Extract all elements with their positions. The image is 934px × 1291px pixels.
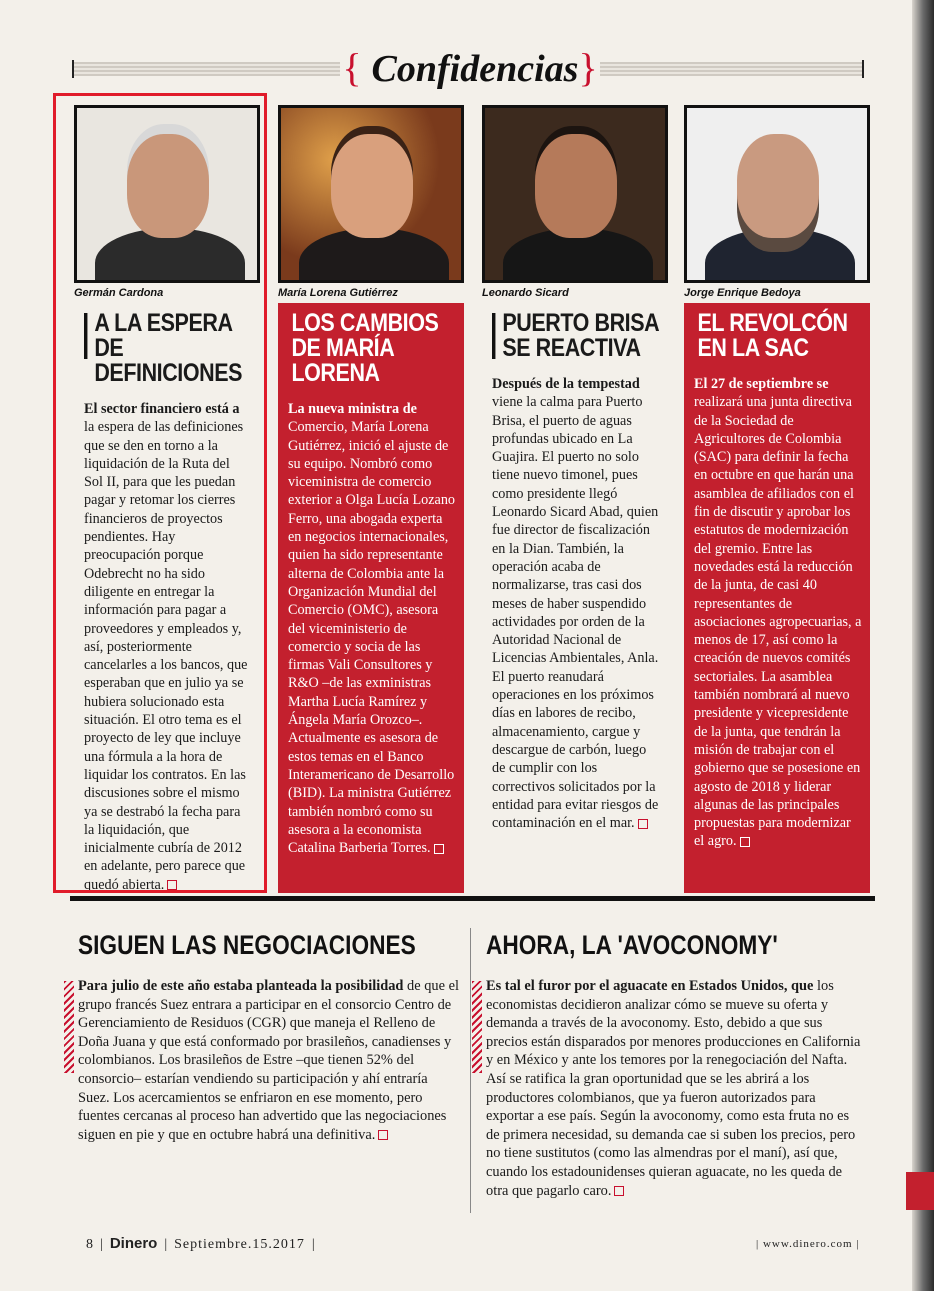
- portrait-caption: María Lorena Gutiérrez: [278, 287, 398, 299]
- bottom-article-body: [78, 977, 460, 1144]
- page-spine-shadow: [912, 0, 934, 1291]
- page-number: 8: [86, 1237, 93, 1252]
- portrait-photo: [684, 105, 870, 283]
- article-headline: PUERTO BRISA SE REACTIVA: [492, 311, 668, 361]
- right-brace-icon: }: [578, 45, 598, 90]
- end-mark-icon: [740, 837, 750, 847]
- article-headline: LOS CAMBIOS DE MARÍA LORENA: [291, 309, 439, 387]
- column-4: [684, 105, 870, 893]
- bottom-article-body: [486, 977, 864, 1200]
- article-body: [492, 375, 660, 832]
- bottom-article-1: [78, 930, 460, 1144]
- column-3: [482, 105, 668, 893]
- portrait-head-shape: [331, 134, 413, 238]
- portrait-photo: [482, 105, 668, 283]
- article-text: la espera de las definiciones que se den en torno a la liquidación de la Ruta del Sol II, para que les puedan pagar y retomar los cierres financieros de proyectos pendientes. Hay preocupación porque Odebrecht no ha sido diligente en entregar la información para pagar a proveedores y empleados y, así, posteriormente cancelarles a los bancos, que esperaban que en julio ya se hubiera solucionado esta situación. El otro tema es el proyecto de ley que incluye una fórmula a la hora de liquidar los contratos. En las discusiones sobre el mismo ya se destrabó la fecha para la liquidación, que inicialmente cubría de 2012 en adelante, pero parece que quedó abierta.: [84, 419, 248, 893]
- article-panel: [278, 303, 464, 893]
- column-2: [278, 105, 464, 893]
- band-left-tick: [72, 60, 74, 78]
- end-mark-icon: [434, 844, 444, 854]
- portrait-head-shape: [535, 134, 617, 238]
- article-text: viene la calma para Puerto Brisa, el puerto de aguas profundas ubicado en La Guajira. El puerto no solo tiene nuevo timonel, pues como presidente llegó Leonardo Sicard Abad, quien fue director de fiscalización en la Dian. También, la operación acaba de normalizarse, tras casi dos meses de haber suspendido actividades por orden de la Autoridad Nacional de Licencias Ambientales, Anla. El puerto reanudará operaciones en los próximos días en labores de recibo, almacenamiento, cargue y descargue de carbón, luego de cumplir con los correctivos solicitados por la entidad para evitar riesgos de contaminación en el mar.: [492, 394, 659, 832]
- portrait-caption: Jorge Enrique Bedoya: [684, 287, 801, 299]
- footer-date: Septiembre.15.2017: [174, 1237, 305, 1252]
- article-text: realizará una junta directiva de la Sociedad de Agricultores de Colombia (SAC) para definir la fecha en octubre en que harán una asamblea de afiliados con el fin de discutir y aprobar los estatutos de modernización del gremio. Entre las novedades está la reducción de la junta, de casi 40 representantes de asociaciones agropecuarias, a menos de 17, así como la creación de nuevos comités sectoriales. La asamblea también nombrará al nuevo presidente y vicepresidente de la junta, que tendrán la misión de trabajar con el gobierno que se posesione en agosto de 2018 y liderar algunas de las principales propuestas para modernizar el agro.: [694, 394, 862, 850]
- article-lead: La nueva ministra de: [288, 401, 417, 417]
- footer-left: 8 | Dinero | Septiembre.15.2017 |: [86, 1235, 315, 1252]
- portrait-photo: [278, 105, 464, 283]
- bottom-article-text: los economistas decidieron analizar cómo se mueve su oferta y demanda a través de la avoconomy. Esto, debido a que sus precios están disparados por menores producciones en California y en México y ante los temores por la renegociación del Nafta. Así se ratifica la gran oportunidad que se les abrirá a los productores colombianos, que ya fueron autorizados para exportar a ese país. Según la avoconomy, como esta fruta no es de primera necesidad, su demanda cae si suben los precios, pero no tiene sustitutos (como las almendras por el maní), así que, cuando los estadounidenses quieran aguacate, no les queda de otra que pagarlo caro.: [486, 978, 861, 1199]
- article-text: Comercio, María Lorena Gutiérrez, inició el ajuste de su equipo. Nombró como viceministra de comercio exterior a Olga Lucía Lozano Ferro, una abogada experta en negocios internacionales, quien ha sido representante alterna de Colombia ante la Organización Mundial del Comercio (OMC), asesora del viceministerio de comercio y socia de las firmas Vali Consultores y R&O –de las exministras Martha Lucía Ramírez y Ángela María Orozco–. Actualmente es asesora de estos temas en el Banco Interamericano de Desarrollo (BID). La ministra Gutiérrez también nombró como su asesora a la economista Catalina Barberia Torres.: [288, 419, 456, 857]
- red-hatch-icon: [64, 981, 74, 1073]
- left-brace-icon: {: [342, 45, 372, 90]
- bottom-article-lead: Es tal el furor por el aguacate en Estados Unidos, que: [486, 978, 814, 994]
- article-headline: A LA ESPERA DE DEFINICIONES: [84, 311, 260, 386]
- section-title: { Confidencias}: [342, 45, 598, 90]
- end-mark-icon: [378, 1130, 388, 1140]
- portrait-caption: Leonardo Sicard: [482, 287, 569, 299]
- red-hatch-icon: [472, 981, 482, 1073]
- end-mark-icon: [638, 819, 648, 829]
- footer-right: | www.dinero.com |: [756, 1238, 860, 1250]
- article-body: [694, 375, 862, 851]
- page-edge-red-tab: [906, 1172, 934, 1210]
- article-lead: Después de la tempestad: [492, 376, 640, 392]
- selection-highlight-frame: [53, 93, 267, 893]
- portrait-head-shape: [737, 134, 819, 238]
- bottom-article-text: de que el grupo francés Suez entrara a participar en el consorcio Centro de Gerenciamiento de Residuos (CGR) que maneja el Relleno de Doña Juana y que está conformado por brasileños, canadienses y colombianos. Los brasileños de Estre –que tienen 52% del consorcio– estarían vendiendo su participación y ahí entraría Suez. Los acercamientos se enfriaron en ese momento, pero fuentes cercanas al proceso han advertido que las negociaciones siguen en pie y que en octubre habrá una definitiva.: [78, 978, 459, 1143]
- band-right-tick: [862, 60, 864, 78]
- footer-brand: Dinero: [109, 1235, 158, 1252]
- article-body: [288, 400, 456, 857]
- bottom-article-2: [486, 930, 864, 1200]
- bottom-article-lead: Para julio de este año estaba planteada la posibilidad: [78, 978, 404, 994]
- article-panel: [684, 303, 870, 893]
- section-title-wrap: [340, 44, 600, 94]
- article-panel: [482, 303, 668, 893]
- bottom-article-headline: SIGUEN LAS NEGOCIACIONES: [78, 930, 416, 960]
- vertical-divider: [470, 928, 471, 1213]
- portrait-caption: Germán Cardona: [74, 287, 164, 299]
- end-mark-icon: [614, 1186, 624, 1196]
- footer-url: www.dinero.com: [762, 1238, 853, 1250]
- horizontal-divider: [70, 896, 875, 901]
- article-headline: EL REVOLCÓN EN LA SAC: [697, 309, 848, 362]
- article-lead: El 27 de septiembre se: [694, 376, 829, 392]
- bottom-article-headline: AHORA, LA 'AVOCONOMY': [486, 930, 778, 960]
- article-lead: El sector financiero está a: [84, 401, 240, 417]
